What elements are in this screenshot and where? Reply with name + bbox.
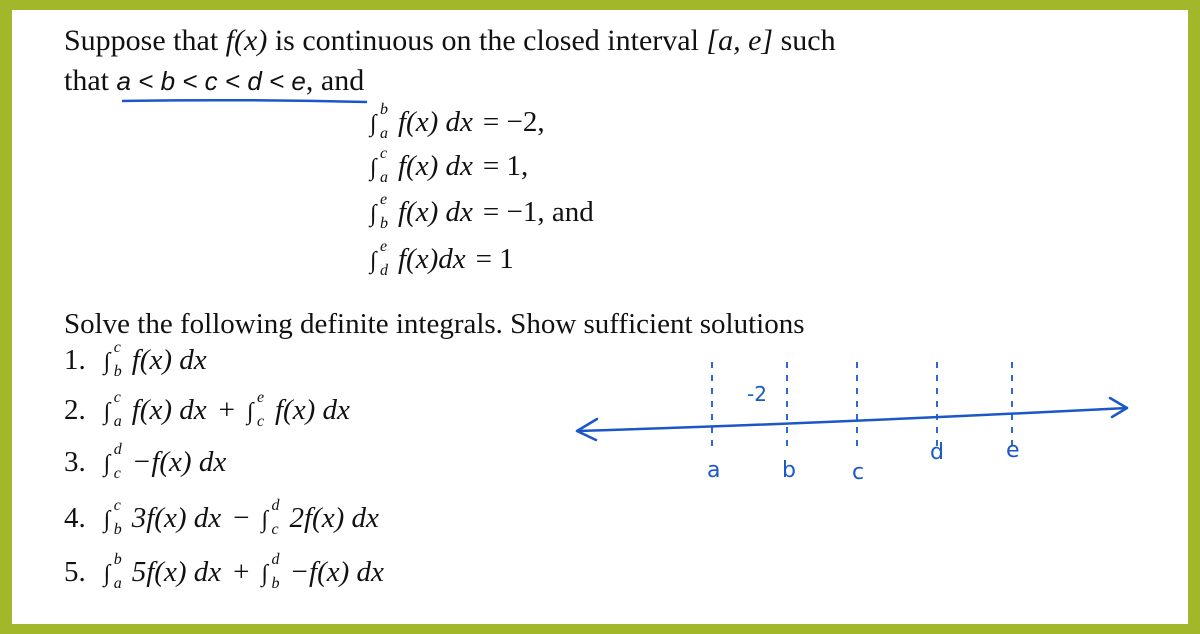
integral-sign: ∫ e d bbox=[370, 238, 388, 279]
point-label-c: c bbox=[852, 460, 865, 485]
lower-limit: a bbox=[380, 169, 388, 186]
integral-sign: ∫ d b bbox=[261, 551, 280, 592]
lower-limit: a bbox=[380, 125, 388, 142]
upper-limit: d bbox=[271, 497, 280, 514]
given-value: = −2, bbox=[482, 106, 545, 138]
problem-item bbox=[64, 497, 379, 538]
instruction-text: Solve the following definite integrals. Show sufficient solutions bbox=[64, 308, 805, 340]
upper-limit: e bbox=[380, 238, 388, 255]
integrand: f(x) dx bbox=[398, 196, 473, 228]
integral-sign: ∫ c a bbox=[370, 145, 388, 186]
given-integral bbox=[370, 145, 529, 186]
intro-text-3: such bbox=[773, 24, 836, 57]
integral-sign: ∫ c a bbox=[103, 389, 122, 430]
integral-sign: ∫ c b bbox=[103, 497, 122, 538]
inequality-underline bbox=[122, 98, 367, 104]
integrand: f(x) dx bbox=[398, 106, 473, 138]
problem-number: 3. bbox=[64, 446, 86, 478]
intro-text-5: , and bbox=[305, 64, 365, 97]
intro-line-2 bbox=[64, 64, 364, 98]
lower-limit: a bbox=[113, 413, 122, 430]
given-integral bbox=[370, 238, 514, 279]
integral-sign: ∫ c b bbox=[103, 339, 122, 380]
point-label-e: e bbox=[1006, 438, 1020, 463]
intro-inequality: a < b < c < d < e bbox=[116, 66, 306, 96]
intro-line-1 bbox=[64, 24, 836, 58]
given-value: = −1, and bbox=[482, 196, 594, 228]
upper-limit: c bbox=[113, 339, 121, 356]
problem-number: 1. bbox=[64, 344, 86, 376]
given-value: = 1 bbox=[475, 243, 514, 275]
upper-limit: e bbox=[380, 191, 388, 208]
upper-limit: b bbox=[113, 551, 122, 568]
lower-limit: b bbox=[113, 363, 122, 380]
problem-page bbox=[12, 10, 1188, 624]
given-integral bbox=[370, 101, 545, 142]
lower-limit: a bbox=[113, 575, 122, 592]
given-value: = 1, bbox=[482, 150, 529, 182]
upper-limit: c bbox=[380, 145, 388, 162]
upper-limit: b bbox=[380, 101, 388, 118]
problem-item bbox=[64, 551, 384, 592]
lower-limit: c bbox=[271, 521, 279, 538]
integrand: f(x) dx bbox=[131, 344, 207, 376]
point-label-a: a bbox=[707, 458, 721, 483]
integral-sign: ∫ b a bbox=[370, 101, 388, 142]
problem-item bbox=[64, 389, 350, 430]
segment-label: -2 bbox=[747, 382, 767, 406]
integral-sign: ∫ b a bbox=[103, 551, 122, 592]
intro-text-2: is continuous on the closed interval bbox=[267, 24, 707, 57]
operator: + bbox=[218, 394, 235, 426]
integrand: f(x) dx bbox=[131, 394, 207, 426]
integrand: −f(x) dx bbox=[131, 446, 227, 478]
operator: − bbox=[233, 502, 250, 534]
integral-sign: ∫ d c bbox=[261, 497, 280, 538]
integrand: 2f(x) dx bbox=[289, 502, 379, 534]
lower-limit: c bbox=[256, 413, 265, 430]
upper-limit: c bbox=[113, 389, 121, 406]
number-line-axis bbox=[577, 398, 1127, 440]
number-line-ticks bbox=[712, 362, 1012, 450]
integral-sign: ∫ d c bbox=[103, 441, 122, 482]
operator: + bbox=[233, 556, 250, 588]
integrand: f(x) dx bbox=[274, 394, 350, 426]
problem-number: 2. bbox=[64, 394, 86, 426]
problem-item bbox=[64, 441, 227, 482]
intro-text: Suppose that bbox=[64, 24, 226, 57]
integrand: 5f(x) dx bbox=[131, 556, 222, 588]
upper-limit: d bbox=[113, 441, 122, 458]
integral-sign: ∫ e b bbox=[370, 191, 388, 232]
lower-limit: c bbox=[113, 465, 121, 482]
problem-number: 5. bbox=[64, 556, 86, 588]
upper-limit: d bbox=[271, 551, 280, 568]
upper-limit: e bbox=[256, 389, 265, 406]
intro-function: f(x) bbox=[225, 24, 268, 57]
point-label-d: d bbox=[930, 440, 944, 465]
lower-limit: b bbox=[113, 521, 122, 538]
given-integral bbox=[370, 191, 594, 232]
lower-limit: b bbox=[271, 575, 280, 592]
integrand: f(x) dx bbox=[398, 150, 473, 182]
lower-limit: b bbox=[380, 215, 388, 232]
problem-number: 4. bbox=[64, 502, 86, 534]
lower-limit: d bbox=[380, 262, 388, 279]
intro-interval: [a, e] bbox=[706, 24, 774, 57]
integrand: −f(x) dx bbox=[289, 556, 384, 588]
point-label-b: b bbox=[782, 458, 796, 483]
intro-text-4: that bbox=[64, 64, 117, 97]
integral-sign: ∫ e c bbox=[246, 389, 265, 430]
integrand: f(x)dx bbox=[398, 243, 466, 275]
integrand: 3f(x) dx bbox=[131, 502, 222, 534]
upper-limit: c bbox=[113, 497, 121, 514]
problem-item bbox=[64, 339, 207, 380]
